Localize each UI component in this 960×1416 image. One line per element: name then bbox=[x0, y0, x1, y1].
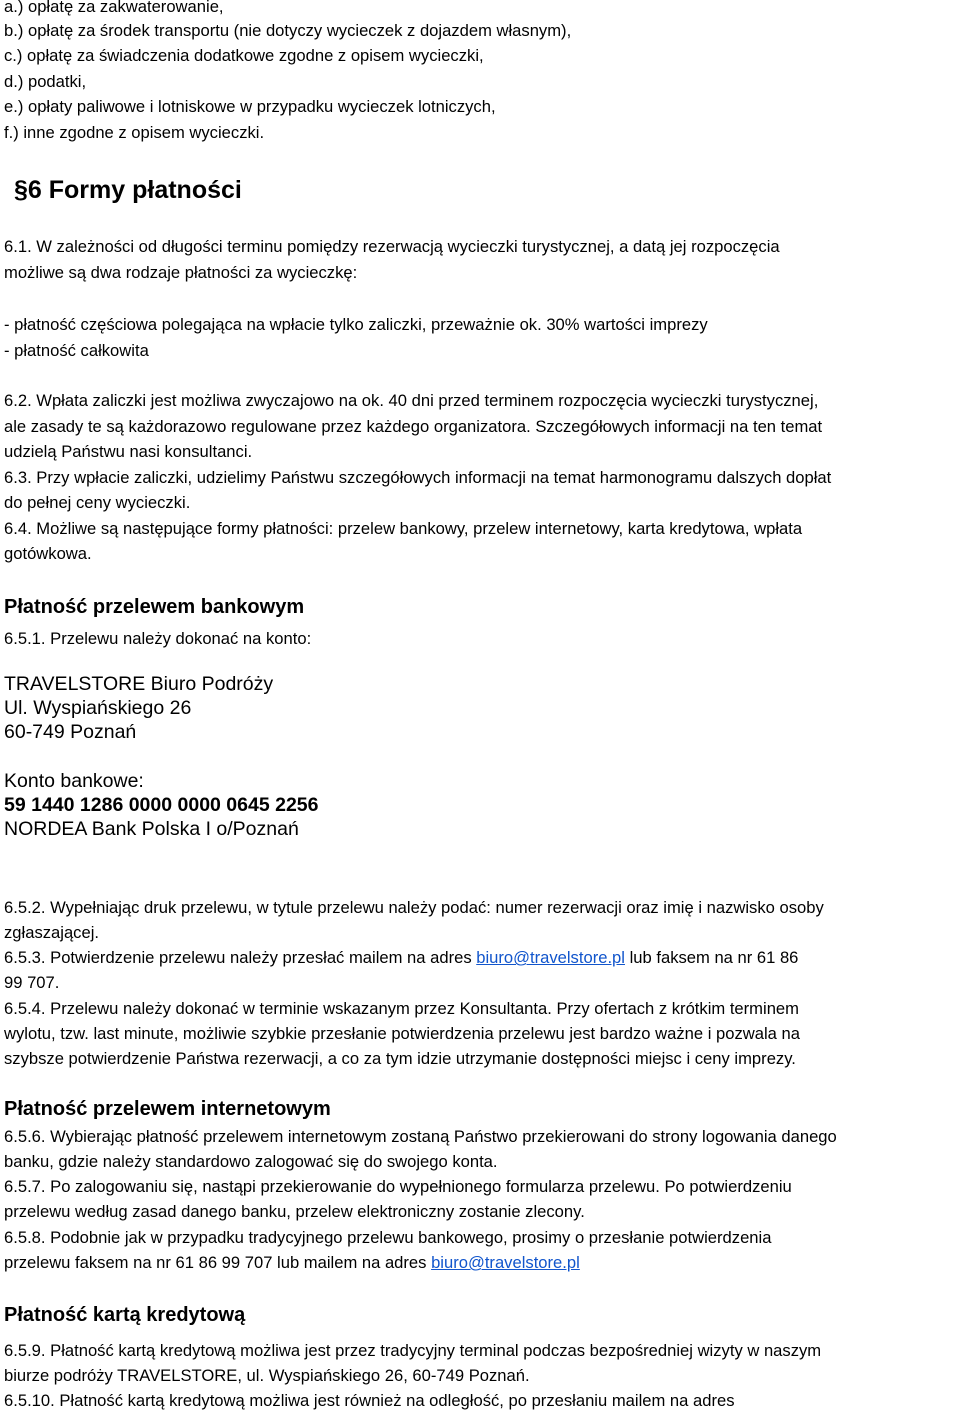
paragraph-6-2-line3: udzielą Państwu nasi konsultanci. bbox=[4, 442, 253, 461]
paragraph-6-5-6-line1: 6.5.6. Wybierając płatność przelewem internetowym zostaną Państwo przekierowani do strony logowania danego bbox=[4, 1127, 837, 1146]
address-company: TRAVELSTORE Biuro Podróży bbox=[4, 673, 274, 695]
list-item-f: f.) inne zgodne z opisem wycieczki. bbox=[4, 123, 265, 142]
heading-bank-transfer: Płatność przelewem bankowym bbox=[4, 596, 305, 618]
paragraph-6-5-8-line1: 6.5.8. Podobnie jak w przypadku tradycyjnego przelewu bankowego, prosimy o przesłanie potwierdzenia bbox=[4, 1228, 772, 1247]
paragraph-6-5-4-line3: szybsze potwierdzenie Państwa rezerwacji, a co za tym idzie utrzymanie dostępności miejsc i ceny imprezy. bbox=[4, 1049, 796, 1068]
list-item-d: d.) podatki, bbox=[4, 72, 87, 91]
paragraph-6-5-2-line1: 6.5.2. Wypełniając druk przelewu, w tytule przelewu należy podać: numer rezerwacji oraz imię i nazwisko osoby bbox=[4, 898, 824, 917]
section-title: §6 Formy płatności bbox=[14, 176, 242, 204]
bank-name: NORDEA Bank Polska I o/Poznań bbox=[4, 818, 299, 840]
account-number: 59 1440 1286 0000 0000 0645 2256 bbox=[4, 794, 319, 816]
paragraph-6-4-line2: gotówkowa. bbox=[4, 544, 92, 563]
paragraph-6-5-3-line2: 99 707. bbox=[4, 973, 60, 992]
paragraph-6-3-line1: 6.3. Przy wpłacie zaliczki, udzielimy Państwu szczegółowych informacji na temat harmonogramu dalszych dopłat bbox=[4, 468, 832, 487]
paragraph-6-5-2-line2: zgłaszającej. bbox=[4, 923, 100, 942]
paragraph-6-5-9-line1: 6.5.9. Płatność kartą kredytową możliwa jest przez tradycyjny terminal podczas bezpośredniej wizyty w naszym bbox=[4, 1341, 822, 1360]
paragraph-6-4-line1: 6.4. Możliwe są następujące formy płatności: przelew bankowy, przelew internetowy, karta kredytowa, wpłata bbox=[4, 519, 803, 538]
paragraph-6-5-7-line1: 6.5.7. Po zalogowaniu się, nastąpi przekierowanie do wypełnionego formularza przelewu. Po potwierdzeniu bbox=[4, 1177, 792, 1196]
paragraph-6-5-6-line2: banku, gdzie należy standardowo zalogować się do swojego konta. bbox=[4, 1152, 498, 1171]
paragraph-6-1-line1: 6.1. W zależności od długości terminu pomiędzy rezerwacją wycieczki turystycznej, a datą jej rozpoczęcia bbox=[4, 237, 780, 256]
payment-type-full: - płatność całkowita bbox=[4, 341, 149, 360]
account-label: Konto bankowe: bbox=[4, 770, 144, 792]
paragraph-6-1-line2: możliwe są dwa rodzaje płatności za wycieczkę: bbox=[4, 263, 358, 282]
paragraph-6-5-9-line2: biurze podróży TRAVELSTORE, ul. Wyspiańskiego 26, 60-749 Poznań. bbox=[4, 1366, 530, 1385]
paragraph-6-5-1: 6.5.1. Przelewu należy dokonać na konto: bbox=[4, 629, 312, 648]
paragraph-6-5-8-line2: przelewu faksem na nr 61 86 99 707 lub mailem na adres biuro@travelstore.pl bbox=[4, 1253, 580, 1272]
list-item-a: a.) opłatę za zakwaterowanie, bbox=[4, 0, 224, 16]
paragraph-6-3-line2: do pełnej ceny wycieczki. bbox=[4, 493, 191, 512]
list-item-e: e.) opłaty paliwowe i lotniskowe w przypadku wycieczek lotniczych, bbox=[4, 97, 496, 116]
paragraph-6-5-4-line2: wylotu, tzw. last minute, możliwie szybkie przesłanie potwierdzenia przelewu jest bardzo ważne i pozwala na bbox=[4, 1024, 800, 1043]
paragraph-6-5-10: 6.5.10. Płatność kartą kredytową możliwa jest również na odległość, po przesłaniu mailem na adres bbox=[4, 1391, 735, 1410]
payment-type-partial: - płatność częściowa polegająca na wpłacie tylko zaliczki, przeważnie ok. 30% wartości imprezy bbox=[4, 315, 708, 334]
address-city: 60-749 Poznań bbox=[4, 721, 137, 743]
address-street: Ul. Wyspiańskiego 26 bbox=[4, 697, 192, 719]
heading-credit-card: Płatność kartą kredytową bbox=[4, 1304, 246, 1326]
paragraph-6-5-3-line1: 6.5.3. Potwierdzenie przelewu należy przesłać mailem na adres biuro@travelstore.pl lub faksem na nr 61 86 bbox=[4, 948, 799, 967]
paragraph-6-2-line2: ale zasady te są każdorazowo regulowane przez każdego organizatora. Szczegółowych informacji na ten temat bbox=[4, 417, 823, 436]
email-link[interactable]: biuro@travelstore.pl bbox=[431, 1253, 580, 1272]
heading-internet-transfer: Płatność przelewem internetowym bbox=[4, 1098, 331, 1120]
paragraph-6-5-4-line1: 6.5.4. Przelewu należy dokonać w terminie wskazanym przez Konsultanta. Przy ofertach z krótkim terminem bbox=[4, 999, 799, 1018]
section-mark: § bbox=[14, 176, 28, 204]
list-item-c: c.) opłatę za świadczenia dodatkowe zgodne z opisem wycieczki, bbox=[4, 46, 484, 65]
list-item-b: b.) opłatę za środek transportu (nie dotyczy wycieczek z dojazdem własnym), bbox=[4, 21, 572, 40]
email-link[interactable]: biuro@travelstore.pl bbox=[476, 948, 625, 967]
paragraph-6-2-line1: 6.2. Wpłata zaliczki jest możliwa zwyczajowo na ok. 40 dni przed terminem rozpoczęcia wycieczki turystycznej, bbox=[4, 391, 819, 410]
paragraph-6-5-7-line2: przelewu według zasad danego banku, przelew elektroniczny zostanie zlecony. bbox=[4, 1202, 585, 1221]
